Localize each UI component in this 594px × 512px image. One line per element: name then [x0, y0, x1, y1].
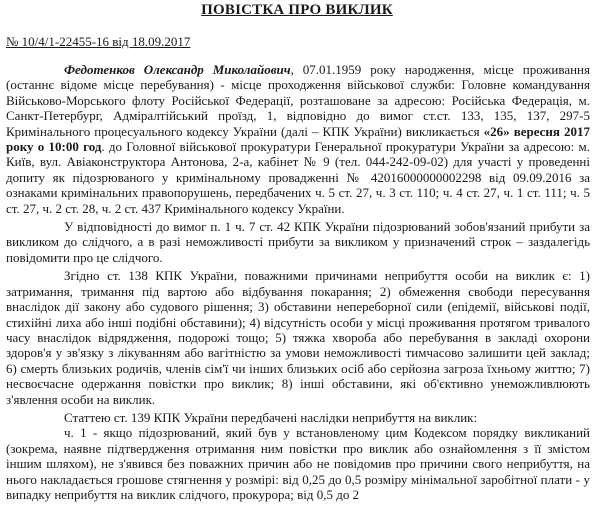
consequences-heading: Статтею ст. 139 КПК України передбачені наслідки неприбуття на виклик: — [64, 409, 478, 425]
document-title: ПОВІСТКА ПРО ВИКЛИК — [201, 2, 393, 18]
summons-text-part-a: , 07.01.1959 року народження, місце проживання (останнє відоме місце перебування) - місце проходження військової служби: Головне командування Військово-Морського флоту Російської Федерації, розташоване за адресою: Російська Федерація, м. Санкт-Петербург, Адміралтійський проїзд, 1, відповідно до вимог ст.ст. 133, 135, 137, 297-5 Кримінального процесуального кодексу України (далі – КПК України) викликається — [6, 62, 590, 139]
summons-paragraph — [6, 62, 590, 216]
consequences-paragraph: ч. 1 - якщо підозрюваний, який був у встановленому цим Кодексом порядку викликаний (зокрема, наявне підтвердження отримання ним повістки про виклик або ознайомлення з її змістом іншим шляхом), не з'явився без поважних причин або не повідомив про причини свого неприбуття, на нього накладається грошове стягнення у розмірі: від 0,25 до 0,5 розміру мінімальної заробітної плати - у випадку неприбуття на виклик слідчого, прокурора; від 0,5 до 2 — [6, 425, 590, 502]
document-reference-number: № 10/4/1-22455-16 від 18.09.2017 — [6, 34, 191, 49]
valid-reasons-paragraph: Згідно ст. 138 КПК України, поважними причинами неприбуття особи на виклик є: 1) затримання, тримання під вартою або відбування покарання; 2) обмеження свободи пересування внаслідок дії закону або судового рішення; 3) обставини непереборної сили (епідемії, військові події, стихійні лиха або інші подібні обставини); 4) відсутність особи у місці проживання протягом тривалого часу внаслідок відрядження, подорожі тощо; 5) тяжка хвороба або перебування в закладі охорони здоров'я у зв'язку з лікуванням або вагітністю за умови неможливості тимчасово залишити цей заклад; 6) смерть близьких родичів, членів сім'ї чи інших близьких осіб або серйозна загроза їхньому життю; 7) несвоєчасне одержання повістки про виклик; 8) інші обставини, які об'єктивно унеможливлюють з'явлення особи на виклик. — [6, 268, 590, 407]
document-body — [6, 62, 590, 502]
appearance-date: «26» вересня 2017 року о 10:00 год — [6, 123, 590, 155]
summons-text-part-b: . до Головної військової прокуратури Генеральної прокуратури України за адресою: м. Київ, вул. Авіаконструктора Антонова, 2-а, кабінет № 9 (тел. 044-242-09-02) для участі у проведенні допиту як підозрюваного у кримінальному провадженні № 42016000000002298 від 09.09.2016 за ознаками кримінальних правопорушень, передбачених ч. 5 ст. 27, ч. 3 ст. 110; ч. 4 ст. 27, ч. 1 ст. 111; ч. 5 ст. 27, ч. 2 ст. 28, ч. 2 ст. 437 Кримінального кодексу України. — [6, 139, 590, 216]
suspect-name: Федотенков Олександр Миколайович — [64, 62, 291, 77]
obligation-paragraph: У відповідності до вимог п. 1 ч. 7 ст. 42 КПК України підозрюваний зобов'язаний прибути за викликом до слідчого, а в разі неможливості прибути за викликом у призначений строк – заздалегідь повідомити про це слідчого. — [6, 219, 590, 265]
